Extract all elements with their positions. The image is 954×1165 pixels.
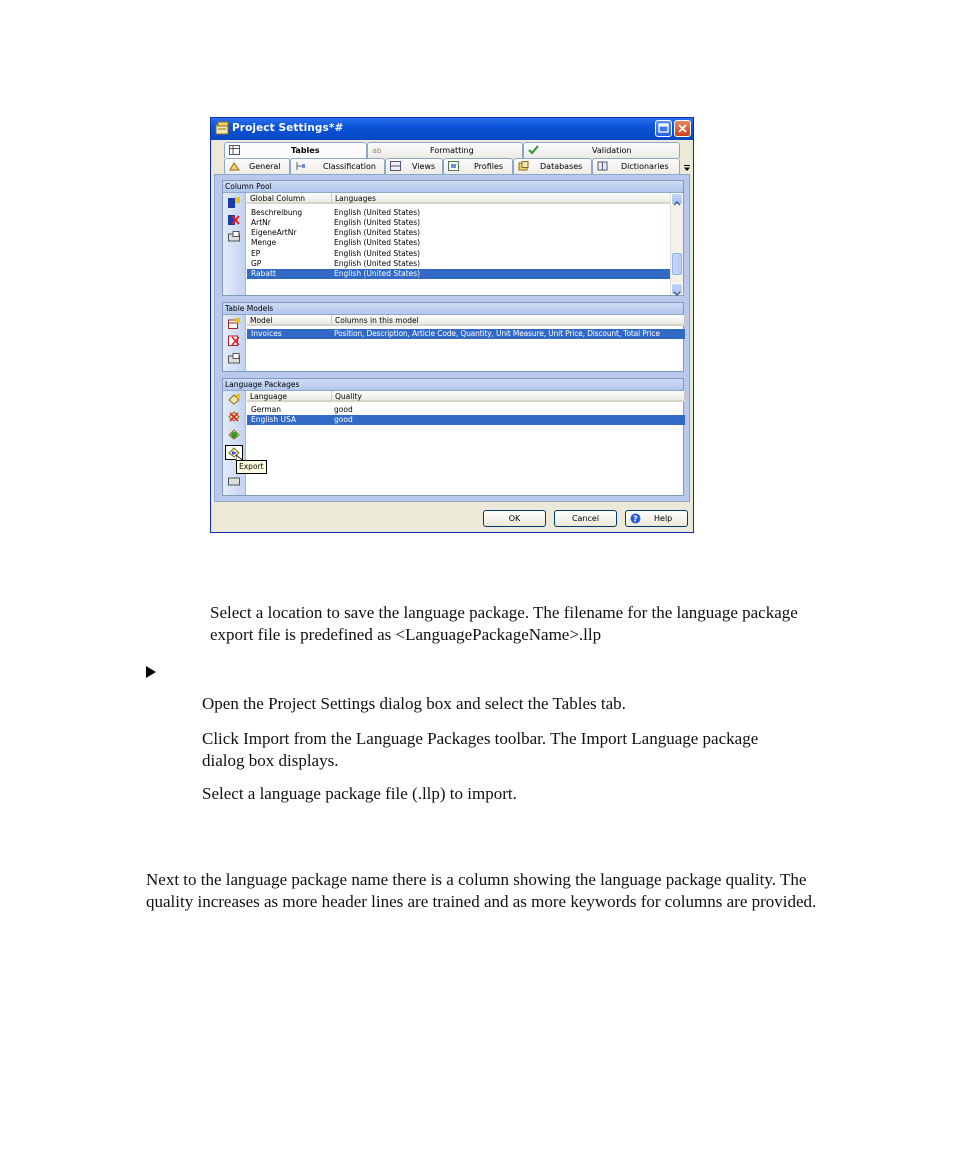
tab-row-primary bbox=[214, 142, 690, 159]
profiles-icon bbox=[448, 161, 459, 171]
table-models-title: Table Models bbox=[223, 303, 683, 315]
classification-icon bbox=[295, 161, 306, 171]
general-icon bbox=[229, 161, 240, 171]
svg-text:?: ? bbox=[633, 514, 638, 524]
maximize-button[interactable] bbox=[655, 120, 672, 137]
project-settings-dialog bbox=[210, 117, 694, 533]
dialog-footer bbox=[211, 504, 693, 533]
dialog-title: Project Settings*# bbox=[232, 122, 344, 134]
delete-column-icon[interactable] bbox=[228, 214, 240, 225]
dictionary-icon bbox=[597, 161, 608, 171]
table-row-selected[interactable]: English USA good bbox=[247, 415, 685, 425]
settings-app-icon bbox=[215, 121, 230, 136]
export-location-paragraph: Select a location to save the language package. The filename for the language package export file is predefined as <LanguagePackageName>.llp bbox=[210, 603, 798, 644]
table-models-grid bbox=[247, 315, 683, 371]
svg-text:b: b bbox=[377, 147, 382, 155]
header-columns-in-model[interactable]: Columns in this model bbox=[332, 315, 685, 326]
table-models-toolbar bbox=[223, 315, 246, 371]
close-icon bbox=[677, 123, 688, 134]
views-icon bbox=[390, 161, 401, 171]
help-icon bbox=[630, 513, 641, 524]
new-language-package-icon[interactable] bbox=[228, 394, 240, 405]
table-row[interactable]: EP English (United States) bbox=[251, 249, 421, 258]
scroll-up-button[interactable] bbox=[671, 193, 683, 205]
table-row-selected[interactable]: Invoices Position, Description, Article Code, Quantity, Unit Measure, Unit Price, Discount, Total Price bbox=[247, 329, 685, 339]
column-pool-title: Column Pool bbox=[223, 181, 683, 193]
table-row[interactable]: Beschreibung English (United States) bbox=[251, 208, 421, 217]
tab-row-secondary bbox=[214, 158, 690, 175]
maximize-icon bbox=[658, 123, 669, 134]
formatting-icon bbox=[372, 145, 383, 155]
help-button[interactable]: ? Help bbox=[625, 510, 688, 527]
tab-validation[interactable]: Validation bbox=[523, 142, 680, 158]
column-pool-scrollbar[interactable] bbox=[670, 193, 683, 295]
tab-classification[interactable]: Classification bbox=[290, 158, 385, 174]
svg-text:a: a bbox=[372, 146, 377, 155]
import-step-2: Click Import from the Language Packages toolbar. The Import Language package dialog box displays. bbox=[202, 729, 759, 770]
chevron-up-icon bbox=[672, 199, 682, 209]
check-icon bbox=[528, 145, 539, 155]
export-tooltip: Export bbox=[236, 460, 267, 474]
tab-tables[interactable]: Tables bbox=[224, 142, 367, 158]
import-step-3: Select a language package file (.llp) to import. bbox=[202, 784, 517, 803]
language-packages-group bbox=[222, 378, 684, 496]
procedure-arrow-icon bbox=[146, 666, 156, 678]
close-button[interactable] bbox=[674, 120, 691, 137]
table-row[interactable]: German good bbox=[251, 405, 353, 414]
chevron-down-icon bbox=[672, 289, 682, 299]
database-icon bbox=[518, 161, 529, 171]
table-row[interactable]: Menge English (United States) bbox=[251, 238, 421, 247]
table-row[interactable]: ArtNr English (United States) bbox=[251, 218, 421, 227]
column-pool-grid bbox=[247, 193, 683, 295]
import-icon[interactable] bbox=[228, 429, 240, 440]
add-model-icon[interactable] bbox=[228, 318, 240, 329]
table-icon bbox=[229, 145, 240, 155]
column-pool-group bbox=[222, 180, 684, 296]
header-quality[interactable]: Quality bbox=[332, 391, 685, 402]
language-packages-grid bbox=[247, 391, 683, 495]
tab-general[interactable]: General bbox=[224, 158, 290, 174]
delete-model-icon[interactable] bbox=[228, 335, 240, 346]
scroll-down-button[interactable] bbox=[671, 283, 683, 295]
tab-databases[interactable]: Databases bbox=[513, 158, 592, 174]
header-language[interactable]: Language bbox=[247, 391, 332, 402]
add-column-icon[interactable] bbox=[228, 197, 240, 208]
tab-overflow-icon[interactable] bbox=[683, 164, 691, 172]
delete-language-package-icon[interactable] bbox=[228, 411, 240, 422]
import-step-1: Open the Project Settings dialog box and select the Tables tab. bbox=[202, 694, 626, 713]
language-package-properties-icon[interactable] bbox=[228, 475, 240, 486]
tab-dictionaries[interactable]: Dictionaries bbox=[592, 158, 680, 174]
column-properties-icon[interactable] bbox=[228, 231, 240, 242]
table-row[interactable]: GP English (United States) bbox=[251, 259, 421, 268]
language-packages-title: Language Packages bbox=[223, 379, 683, 391]
tab-formatting[interactable]: a b Formatting bbox=[367, 142, 523, 158]
table-models-group bbox=[222, 302, 684, 372]
language-packages-toolbar bbox=[223, 391, 246, 495]
header-model[interactable]: Model bbox=[247, 315, 332, 326]
cancel-button[interactable]: Cancel bbox=[554, 510, 617, 527]
quality-paragraph: Next to the language package name there is a column showing the language package quality. The quality increases as more header lines are trained and as more keywords for columns are provided. bbox=[146, 870, 817, 911]
table-row-selected[interactable]: Rabatt English (United States) bbox=[247, 269, 672, 279]
model-properties-icon[interactable] bbox=[228, 353, 240, 364]
ok-button[interactable]: OK bbox=[483, 510, 546, 527]
dialog-titlebar[interactable] bbox=[211, 118, 693, 140]
table-row[interactable]: EigeneArtNr English (United States) bbox=[251, 228, 421, 237]
scroll-thumb[interactable] bbox=[672, 253, 682, 275]
tab-profiles[interactable]: Profiles bbox=[443, 158, 513, 174]
tab-views[interactable]: Views bbox=[385, 158, 443, 174]
header-languages[interactable]: Languages bbox=[332, 193, 674, 204]
header-global-column[interactable]: Global Column bbox=[247, 193, 332, 204]
column-pool-toolbar bbox=[223, 193, 246, 295]
